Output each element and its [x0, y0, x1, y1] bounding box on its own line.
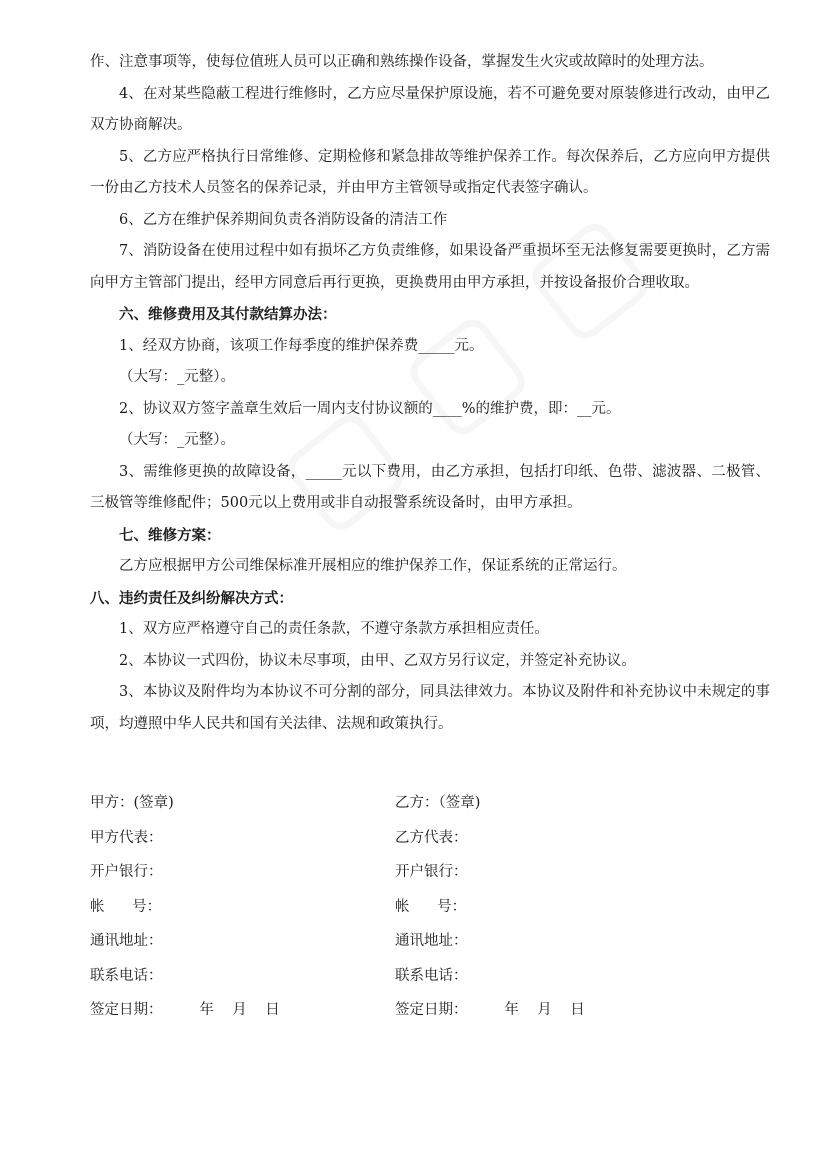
liability-clause-3: 3、本协议及附件均为本协议不可分割的部分，同具法律效力。本协议及附件和补充协议中未规定的事项，均遵照中华人民共和国有关法律、法规和政策执行。: [90, 684, 770, 732]
party-b-account: 帐 号：: [395, 898, 467, 915]
signature-row-phone: [90, 959, 770, 994]
signature-row-date: [90, 993, 770, 1028]
party-b-bank: 开户银行：: [395, 864, 468, 880]
fee-clause-2-uppercase: （大写：_元整）。: [119, 432, 235, 448]
signature-row-representative: [90, 821, 770, 856]
liability-clause-2: 2、本协议一式四份，协议未尽事项，由甲、乙双方另行议定，并签定补充协议。: [119, 652, 636, 669]
party-a-seal: 甲方：(签章): [90, 795, 174, 811]
clause-5: 5、乙方应严格执行日常维修、定期检修和紧急排故等维护保养工作。每次保养后，乙方应向甲方提供一份由乙方技术人员签名的保养记录，并由甲方主管领导或指定代表签字确认。: [90, 148, 770, 196]
maintenance-plan: 乙方应根据甲方公司维保标准开展相应的维护保养工作，保证系统的正常运行。: [119, 558, 627, 574]
paragraph-continuation: 作、注意事项等，使每位值班人员可以正确和熟练操作设备，掌握发生火灾或故障时的处理方法。: [90, 54, 714, 70]
party-b-representative: 乙方代表：: [395, 829, 468, 846]
fee-clause-3: 3、需维修更换的故障设备，_____元以下费用，由乙方承担，包括打印纸、色带、滤波器、二极管、三极管等维修配件；500元以上费用或非自动报警系统设备时，由甲方承担。: [90, 463, 770, 511]
party-b-sign-date: 签定日期： 年 月 日: [395, 1002, 585, 1018]
signature-row-account: [90, 890, 770, 925]
party-a-representative: 甲方代表：: [90, 829, 163, 846]
contract-body: [90, 47, 770, 740]
section-8-heading: 八、违约责任及纠纷解决方式：: [90, 589, 293, 607]
party-a-address: 通讯地址：: [90, 933, 163, 949]
liability-clause-1: 1、双方应严格遵守自己的责任条款，不遵守条款方承担相应责任。: [119, 621, 549, 637]
section-6-heading: 六、维修费用及其付款结算办法：: [119, 306, 337, 323]
signature-block: [90, 786, 770, 1028]
party-a-phone: 联系电话：: [90, 967, 163, 984]
section-7-heading: 七、维修方案：: [119, 526, 221, 544]
party-a-account: 帐 号：: [90, 898, 162, 915]
clause-6: 6、乙方在维护保养期间负责各消防设备的清洁工作: [119, 211, 448, 228]
party-a-sign-date: 签定日期： 年 月 日: [90, 1002, 280, 1018]
fee-clause-1: 1、经双方协商，该项工作每季度的维护保养费_____元。: [119, 337, 484, 354]
clause-7: 7、消防设备在使用过程中如有损坏乙方负责维修，如果设备严重损坏至无法修复需要更换时，乙方需向甲方主管部门提出，经甲方同意后再行更换，更换费用由甲方承担，并按设备报价合理收取。: [90, 243, 770, 291]
party-a-bank: 开户银行：: [90, 864, 163, 880]
signature-row-seal: [90, 786, 770, 821]
party-b-phone: 联系电话：: [395, 967, 468, 984]
fee-clause-1-uppercase: （大写：_元整）。: [119, 369, 235, 385]
signature-row-address: [90, 924, 770, 959]
signature-row-bank: [90, 855, 770, 890]
party-b-seal: 乙方：（签章): [395, 795, 481, 811]
clause-4: 4、在对某些隐蔽工程进行维修时，乙方应尽量保护原设施，若不可避免要对原装修进行改动，由甲乙双方协商解决。: [90, 85, 770, 133]
party-b-address: 通讯地址：: [395, 933, 468, 949]
fee-clause-2: 2、协议双方签字盖章生效后一周内支付协议额的____%的维护费，即：__元。: [119, 400, 621, 417]
